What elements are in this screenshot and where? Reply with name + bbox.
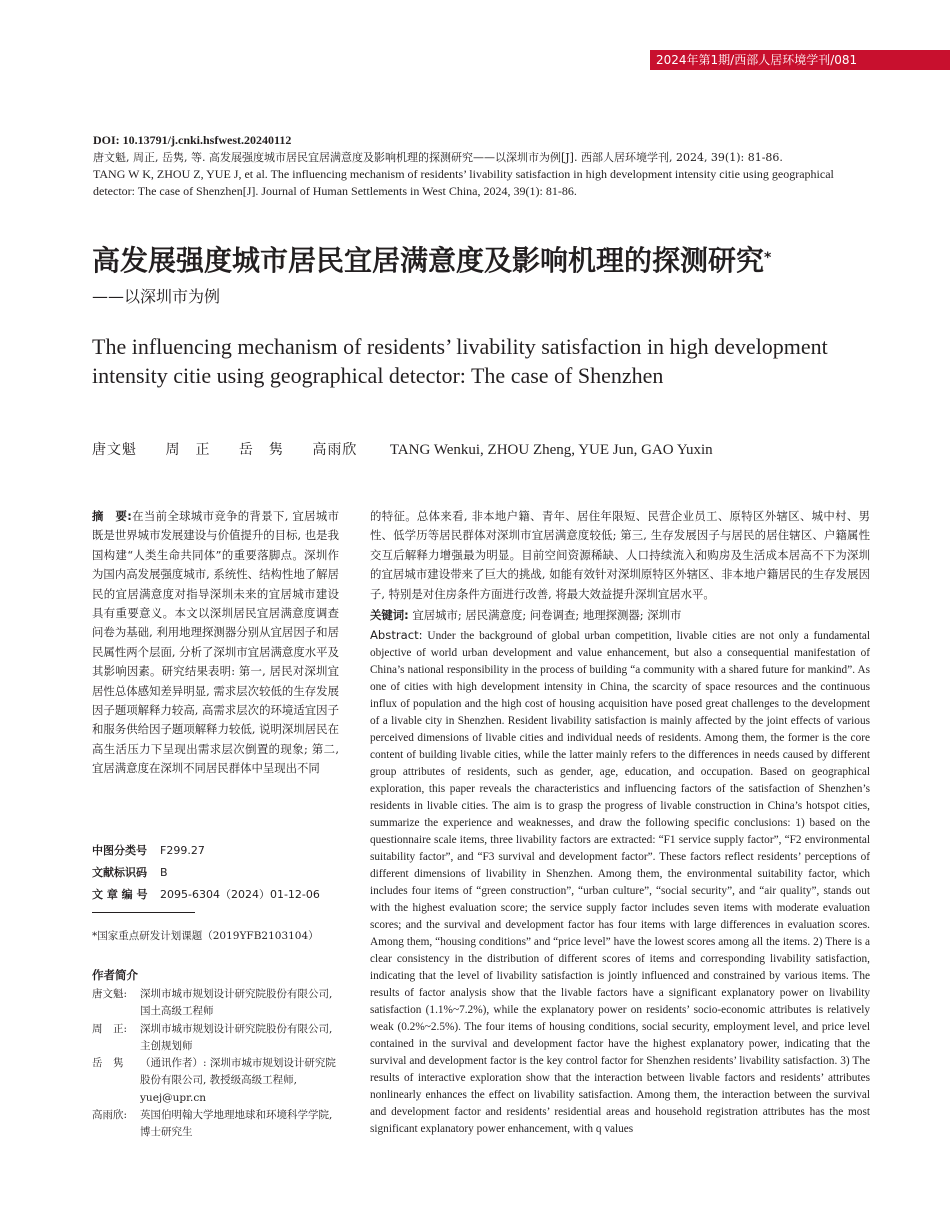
keywords-label: 关键词: (370, 608, 409, 623)
funding-note: *国家重点研发计划课题（2019YFB2103104） (92, 930, 319, 942)
meta-key: 文献标识码 (92, 866, 147, 879)
meta-row (92, 884, 342, 906)
citation-block (93, 132, 873, 200)
abstract-en-label: Abstract: (370, 628, 423, 643)
author-cn: 唐文魁 (92, 442, 137, 458)
journal-issue-tag: 2024年第1期/西部人居环境学刊/081 (650, 50, 950, 70)
bio-item (92, 1055, 342, 1107)
meta-row (92, 862, 342, 884)
meta-key: 中图分类号 (92, 844, 147, 857)
title-en: The influencing mechanism of residents’ livability satisfaction in high development intensity citie using geographical detector: The case of Shenzhen (92, 334, 828, 388)
bio-name: 周 正: (92, 1022, 128, 1035)
author-cn: 周 正 (165, 442, 211, 458)
abstract-en (370, 627, 870, 1138)
article-meta (92, 840, 342, 906)
title-cn (92, 243, 892, 279)
bio-text: 深圳市城市规划设计研究院股份有限公司, 主创规划师 (140, 1022, 333, 1052)
bio-name: 高雨欣: (92, 1109, 128, 1122)
keywords (370, 606, 870, 625)
abstract-cn-left (92, 507, 339, 779)
right-column (370, 507, 870, 1138)
authors-en: TANG Wenkui, ZHOU Zheng, YUE Jun, GAO Yuxin (389, 442, 713, 458)
keywords-text: 宜居城市; 居民满意度; 问卷调查; 地理探测器; 深圳市 (412, 608, 682, 623)
abstract-cn-continued: 的特征。总体来看, 非本地户籍、青年、居住年限短、民营企业员工、原特区外辖区、城中村、男性、低学历等居民群体对深圳市宜居满意度较低; 第三, 生存发展因子与居民的居住辖区、户籍属性交互后解释力增强最为明显。目前空间资源稀缺、人口持续流入和购房及生活成本居高不下为深圳的宜居城市建设带来了巨大的挑战, 如能有效针对深圳原特区外辖区、非本地户籍居民的生存发展因子, 特别是对住房条件方面进行改善, 将最大效益提升深圳宜居水平。 (370, 509, 870, 601)
citation-en: TANG W K, ZHOU Z, YUE J, et al. The influencing mechanism of residents’ livability satisfaction in high development intensity citie using geographical detector: The case of Shenzhen[J]. Journal of Human Settlements in West China, 2024, 39(1): 81-86. (93, 167, 834, 198)
abstract-cn-text-part1: 在当前全球城市竞争的背景下, 宜居城市既是世界城市发展建设与价值提升的目标, 也是我国构建“人类生命共同体”的重要落脚点。深圳作为国内高发展强度城市, 系统性、结构性地了解居民的宜居满意度对指导深圳未来的宜居城市建设具有重要意义。本文以深圳居民宜居满意度调查问卷为基础, 利用地理探测器分别从宜居因子和居民属性两个层面, 分析了深圳市宜居满意度水平及其影响因素。研究结果表明: 第一, 居民对深圳宜居性总体感知差异明显, 需求层次较低的生存发展因子题项解释力较高, 高需求层次的环境适宜因子和服务供给因子题项解释力较低, 说明深圳居民在高生活压力下呈现出需求层次倒置的现象; 第二, 宜居满意度在深圳不同居民群体中呈现出不同 (92, 509, 339, 776)
author-cn: 高雨欣 (312, 442, 358, 458)
abstract-cn (92, 507, 339, 779)
meta-value: B (160, 866, 168, 879)
bio-item (92, 1107, 342, 1142)
bio-text: 英国伯明翰大学地理地球和环境科学学院, 博士研究生 (140, 1109, 333, 1139)
bios-heading: 作者简介 (92, 968, 138, 982)
author-cn: 岳 隽 (238, 442, 284, 458)
bio-name: 岳 隽 (92, 1057, 124, 1070)
title-footnote-mark: * (764, 250, 772, 266)
abstract-en-text: Under the background of global urban competition, livable cities are not only a fundamental objective of world urban development and value enhancement, but also a consequential manifestation of China’s national responsibility in the process of building “a community with a shared future for mankind”. As one of cities with high development intensity in China, the scarcity of space resources and the continuous influx of population and the high cost of housing acquisition have posed great challenges to the development of a livable city in Shenzhen. Resident livability satisfaction is mainly affected by the joint effects of various perceived dimensions of livable cities and individual needs of residents. Among them, the former is the core content of building livable cities, while the latter mainly refers to the differences in needs caused by different group attributes of residents, such as gender, age, education, and occupation. Based on geographical exploration, this paper reveals the characteristics and influencing factors of the satisfaction of Shenzhen’s residents in livable cities. The aim is to grasp the progress of livable construction in China’s hotspot cities, summarize the experience and weaknesses, and draw the following specific conclusions: 1) based on the questionnaire scale items, three livability factors are extracted: “F1 service supply factor”, “F2 environmental suitability factor”, and “F3 survival and development factor”. These factors reflect residents’ perceptions of different dimensions of livability in Shenzhen. Among them, the environmental suitability factor, which includes four items of “green construction”, “urban culture”, “social security”, and “air quality”, stands out with the highest evaluation score; the service supply factor includes seven items with moderate evaluation scores; and the survival and development factor has four items with large differences in evaluation scores. Among them, “housing conditions” and “price level” have the lowest scores among all the items. 2) There is a clear consistency in the distribution of different scores of items and corresponding livability satisfaction, indicating that the level of livability satisfaction is jointly influenced and constrained by various items. The results of factor analysis show that the livable factors have a significant explanatory power on livability satisfaction (1.1%~7.2%), while the explanatory power on residents’ socio-economic attributes is relatively weak (0.2%~2.5%). The four items of housing conditions, social security, employment level, and price level contained in the survival and development factor have the highest explanatory power, indicating that the survival and development factor is the key control factor for Shenzhen residents’ livability satisfaction. 3) The results of interactive exploration show that the interaction between livable factors and residents’ attributes nonlinearly enhances the effect on livability satisfaction. Among them, the interaction between the survival and development factor and residents’ residential areas and household registration attributes has the most significant explanatory power enhancement, with q values (370, 630, 870, 1136)
footnote-divider (92, 912, 195, 913)
meta-value: F299.27 (160, 844, 205, 857)
subtitle-cn: ——以深圳市为例 (92, 287, 221, 306)
bio-text: （通讯作者）: 深圳市城市规划设计研究院股份有限公司, 教授级高级工程师, yuej@upr.cn (140, 1057, 336, 1104)
doi[interactable]: DOI: 10.13791/j.cnki.hsfwest.20240112 (93, 133, 292, 147)
bio-name: 唐文魁: (92, 988, 128, 1000)
citation-cn: 唐文魁, 周正, 岳隽, 等. 高发展强度城市居民宜居满意度及影响机理的探测研究——以深圳市为例[J]. 西部人居环境学刊, 2024, 39(1): 81-86. (93, 151, 783, 164)
meta-key: 文 章 编 号 (92, 888, 148, 901)
meta-value: 2095-6304（2024）01-12-06 (160, 888, 320, 901)
bio-item (92, 1021, 342, 1056)
meta-row (92, 840, 342, 862)
bio-text: 深圳市城市规划设计研究院股份有限公司, 国土高级工程师 (140, 988, 333, 1018)
abstract-cn-label: 摘 要: (92, 509, 132, 523)
title-cn-text: 高发展强度城市居民宜居满意度及影响机理的探测研究 (92, 244, 765, 277)
authors-line (92, 440, 713, 460)
author-bios (92, 986, 342, 1142)
bio-item (92, 986, 342, 1021)
